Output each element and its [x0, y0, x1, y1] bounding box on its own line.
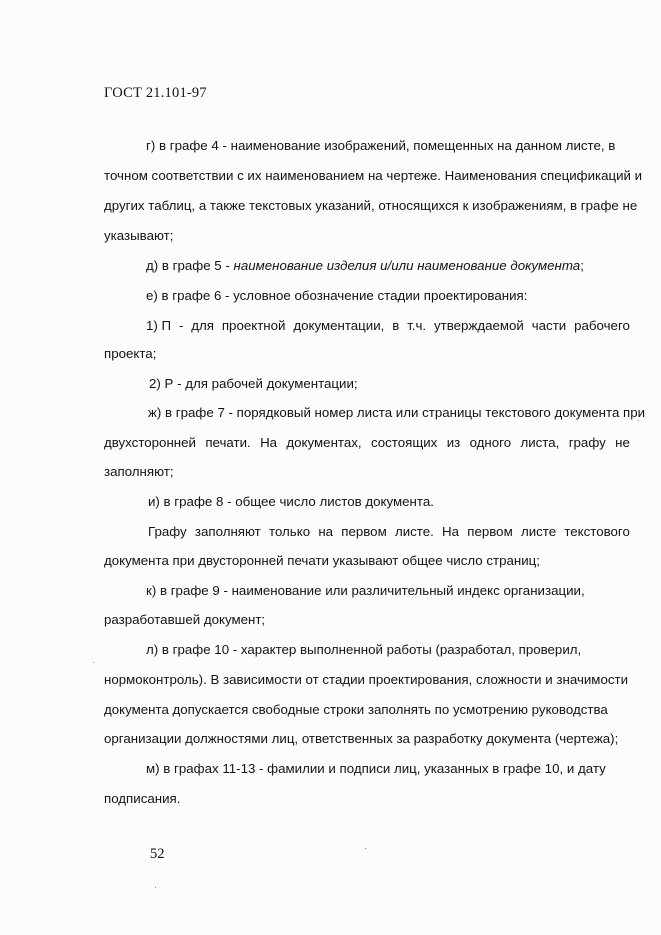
document-header: ГОСТ 21.101-97 [104, 85, 207, 101]
paragraph-zh-line-1: ж) в графе 7 - порядковый номер листа или страницы текстового документа при [148, 405, 646, 420]
paragraph-note-line-1 [148, 524, 630, 540]
paragraph-m-line-1: м) в графах 11-13 - фамилии и подписи лиц, указанных в графе 10, и дату [146, 761, 606, 776]
paragraph-d-prefix: д) в графе 5 - [146, 258, 234, 273]
paragraph-e1-word: проектной [221, 318, 286, 333]
paragraph-k-line-2: разработавшей документ; [104, 612, 266, 627]
paragraph-e-line-1: е) в графе 6 - условное обозначение стадии проектирования: [146, 288, 528, 303]
paragraph-e1-word: в [392, 318, 400, 333]
paragraph-note-word: на [318, 524, 334, 539]
paragraph-zh-word: из [446, 435, 461, 450]
paragraph-note-word: заполняют [194, 524, 261, 539]
paragraph-g-line-3: других таблиц, а также текстовых указаний, относящихся к изображениям, в графе не [104, 198, 638, 213]
paragraph-e1-word: рабочего [574, 318, 630, 333]
paragraph-d-suffix: ; [580, 258, 584, 273]
scan-speck [638, 420, 639, 421]
paragraph-zh-word: листа, [520, 435, 560, 450]
paragraph-note-word: Графу [148, 524, 187, 539]
paragraph-e1-word: 1) П [146, 318, 172, 333]
paragraph-e1-line-2: проекта; [104, 346, 157, 361]
paragraph-zh-word: На [260, 435, 278, 450]
paragraph-k-line-1: к) в графе 9 - наименование или различительный индекс организации, [146, 583, 585, 598]
paragraph-note-word: На [442, 524, 460, 539]
paragraph-note-line-2: документа при двусторонней печати указывают общее число страниц; [104, 553, 540, 568]
paragraph-note-word: только [269, 524, 311, 539]
paragraph-note-word: первом [467, 524, 513, 539]
paragraph-l-line-1: л) в графе 10 - характер выполненной работы (разработал, проверил, [146, 642, 582, 657]
paragraph-d-line-1 [146, 258, 584, 274]
scan-speck [93, 662, 94, 663]
paragraph-note-word: листе. [394, 524, 434, 539]
scan-speck [365, 848, 366, 849]
paragraph-note-word: листе [520, 524, 557, 539]
paragraph-note-word: первом [341, 524, 387, 539]
paragraph-note-word: текстового [564, 524, 630, 539]
scan-speck [155, 887, 156, 888]
paragraph-g-line-1: г) в графе 4 - наименование изображений, помещенных на данном листе, в [146, 138, 616, 153]
paragraph-l-line-2: нормоконтроль). В зависимости от стадии проектирования, сложности и значимости [104, 672, 629, 687]
paragraph-e1-word: утверждаемой [434, 318, 524, 333]
paragraph-zh-word: состоящих [370, 435, 438, 450]
paragraph-g-line-2: точном соответствии с их наименованием на чертеже. Наименования спецификаций и [104, 168, 643, 183]
paragraph-g-line-4: указывают; [104, 228, 174, 243]
paragraph-zh-word: двухсторонней [104, 435, 196, 450]
paragraph-e1-word: - [178, 318, 184, 333]
paragraph-zh-line-2 [104, 435, 630, 451]
paragraph-e1-word: т.ч. [407, 318, 427, 333]
paragraph-l-line-3: документа допускается свободные строки заполнять по усмотрению руководства [104, 702, 608, 717]
paragraph-zh-word: документах, [286, 435, 362, 450]
paragraph-m-line-2: подписания. [104, 791, 181, 806]
paragraph-zh-word: не [615, 435, 630, 450]
paragraph-l-line-4: организации должностями лиц, ответственных за разработку документа (чертежа); [104, 731, 619, 746]
paragraph-e1-word: документации, [293, 318, 385, 333]
paragraph-d-emphasis: наименование изделия и/или наименование документа [233, 258, 581, 273]
paragraph-e1-word: части [531, 318, 567, 333]
paragraph-i-line-1: и) в графе 8 - общее число листов документа. [148, 494, 434, 509]
paragraph-e1-line-1 [146, 318, 630, 334]
paragraph-zh-word: одного [469, 435, 512, 450]
paragraph-e2-line-1: 2) Р - для рабочей документации; [149, 376, 358, 391]
paragraph-zh-word: печати. [205, 435, 251, 450]
paragraph-zh-word: графу [568, 435, 606, 450]
paragraph-e1-word: для [191, 318, 214, 333]
page-number: 52 [150, 846, 165, 862]
paragraph-zh-line-3: заполняют; [104, 464, 174, 479]
